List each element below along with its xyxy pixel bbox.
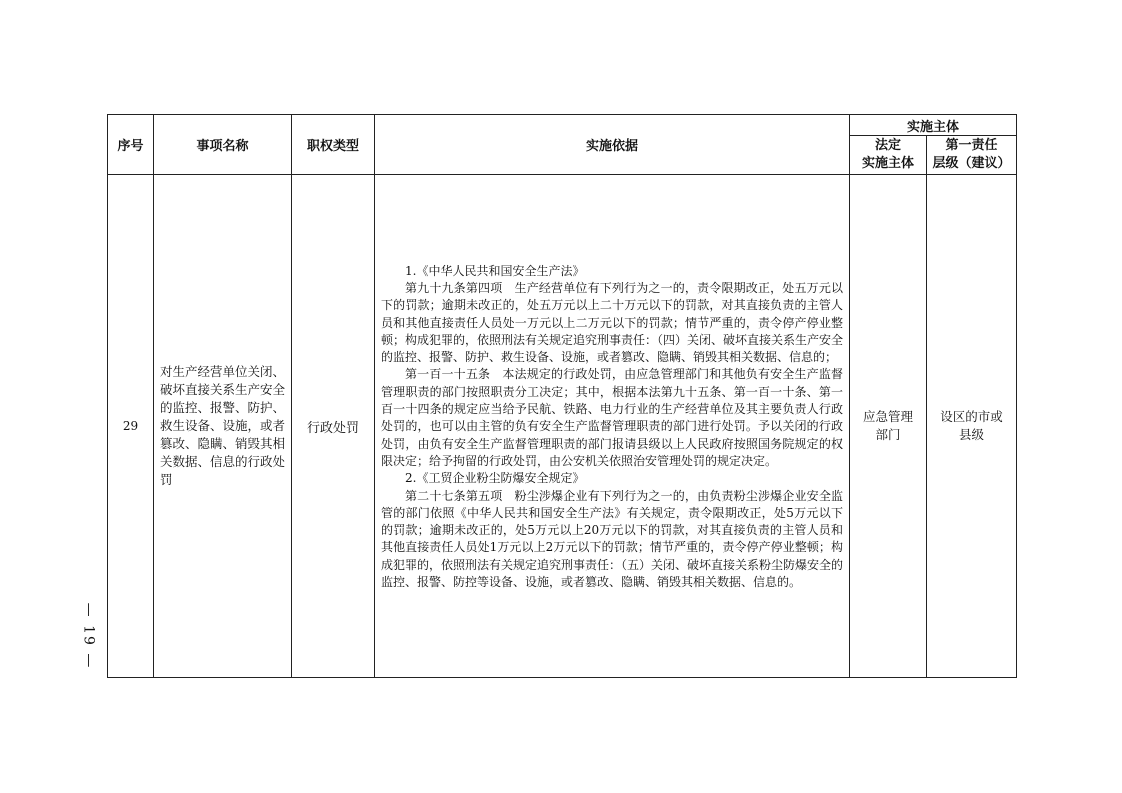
basis-text xyxy=(381,217,843,636)
page-number xyxy=(72,593,104,679)
header-legal-implementer xyxy=(850,136,927,175)
header-basis: 实施依据 xyxy=(375,115,850,175)
first-level-line2: 县级 xyxy=(959,427,985,442)
legal-implementer-line1: 应急管理 xyxy=(862,409,913,424)
header-power-type: 职权类型 xyxy=(292,115,375,175)
header-first-level-line1: 第一责任 xyxy=(945,138,998,153)
header-legal-implementer-line2: 实施主体 xyxy=(861,156,914,171)
cell-legal-implementer xyxy=(850,175,927,678)
header-first-level xyxy=(927,136,1017,175)
basis-paragraph: 第二十七条第五项 粉尘涉爆企业有下列行为之一的，由负责粉尘涉爆企业安全监管的部门依照《中华人民共和国安全生产法》有关规定，责令限期改正，处5万元以下的罚款；逾期未改正的，处5万元以上20万元以下的罚款，对其直接负责的主管人员和其他直接责任人员处1万元以上2万元以下的罚款；情节严重的，责令停产停业整顿；构成犯罪的，依照刑法有关规定追究刑事责任：（五）关闭、破坏直接关系粉尘防爆安全的监控、报警、防控等设备、设施，或者篡改、隐瞒、销毁其相关数据、信息的。 xyxy=(381,488,844,590)
header-item-name: 事项名称 xyxy=(154,115,292,175)
first-level-line1: 设区的市或 xyxy=(940,409,1003,424)
header-implementer-group: 实施主体 xyxy=(850,115,1017,136)
header-legal-implementer-line1: 法定 xyxy=(874,138,901,153)
cell-first-level xyxy=(927,175,1017,678)
cell-basis xyxy=(375,175,850,678)
basis-paragraph: 2.《工贸企业粉尘防爆安全规定》 xyxy=(405,471,585,486)
authority-table xyxy=(107,114,1017,678)
page-number-text: — 19 — xyxy=(80,602,96,670)
basis-paragraph: 1.《中华人民共和国安全生产法》 xyxy=(405,263,585,278)
cell-seq: 29 xyxy=(108,175,154,678)
table-row xyxy=(108,175,1017,678)
header-seq: 序号 xyxy=(108,115,154,175)
header-first-level-line2: 层级（建议） xyxy=(932,156,1011,171)
cell-power-type: 行政处罚 xyxy=(292,175,375,678)
basis-paragraph: 第九十九条第四项 生产经营单位有下列行为之一的，责令限期改正，处五万元以下的罚款；逾期未改正的，处五万元以上二十万元以下的罚款，对其直接负责的主管人员和其他直接责任人员处一万元以上二万元以下的罚款；情节严重的，责令停产停业整顿；构成犯罪的，依照刑法有关规定追究刑事责任：（四）关闭、破坏直接关系生产安全的监控、报警、防护、救生设备、设施，或者篡改、隐瞒、销毁其相关数据、信息的； xyxy=(381,280,844,365)
legal-implementer-line2: 部门 xyxy=(875,427,901,442)
cell-item-name: 对生产经营单位关闭、破坏直接关系生产安全的监控、报警、防护、救生设备、设施，或者篡改、隐瞒、销毁其相关数据、信息的行政处罚 xyxy=(154,175,292,678)
basis-paragraph: 第一百一十五条 本法规定的行政处罚，由应急管理部门和其他负有安全生产监督管理职责的部门按照职责分工决定；其中，根据本法第九十五条、第一百一十条、第一百一十四条的规定应当给予民航、铁路、电力行业的生产经营单位及其主要负责人行政处罚的，也可以由主管的负有安全生产监督管理职责的部门进行处罚。予以关闭的行政处罚，由负有安全生产监督管理职责的部门报请县级以上人民政府按照国务院规定的权限决定；给予拘留的行政处罚，由公安机关依照治安管理处罚的规定决定。 xyxy=(381,367,843,468)
table-header-row xyxy=(108,115,1017,136)
